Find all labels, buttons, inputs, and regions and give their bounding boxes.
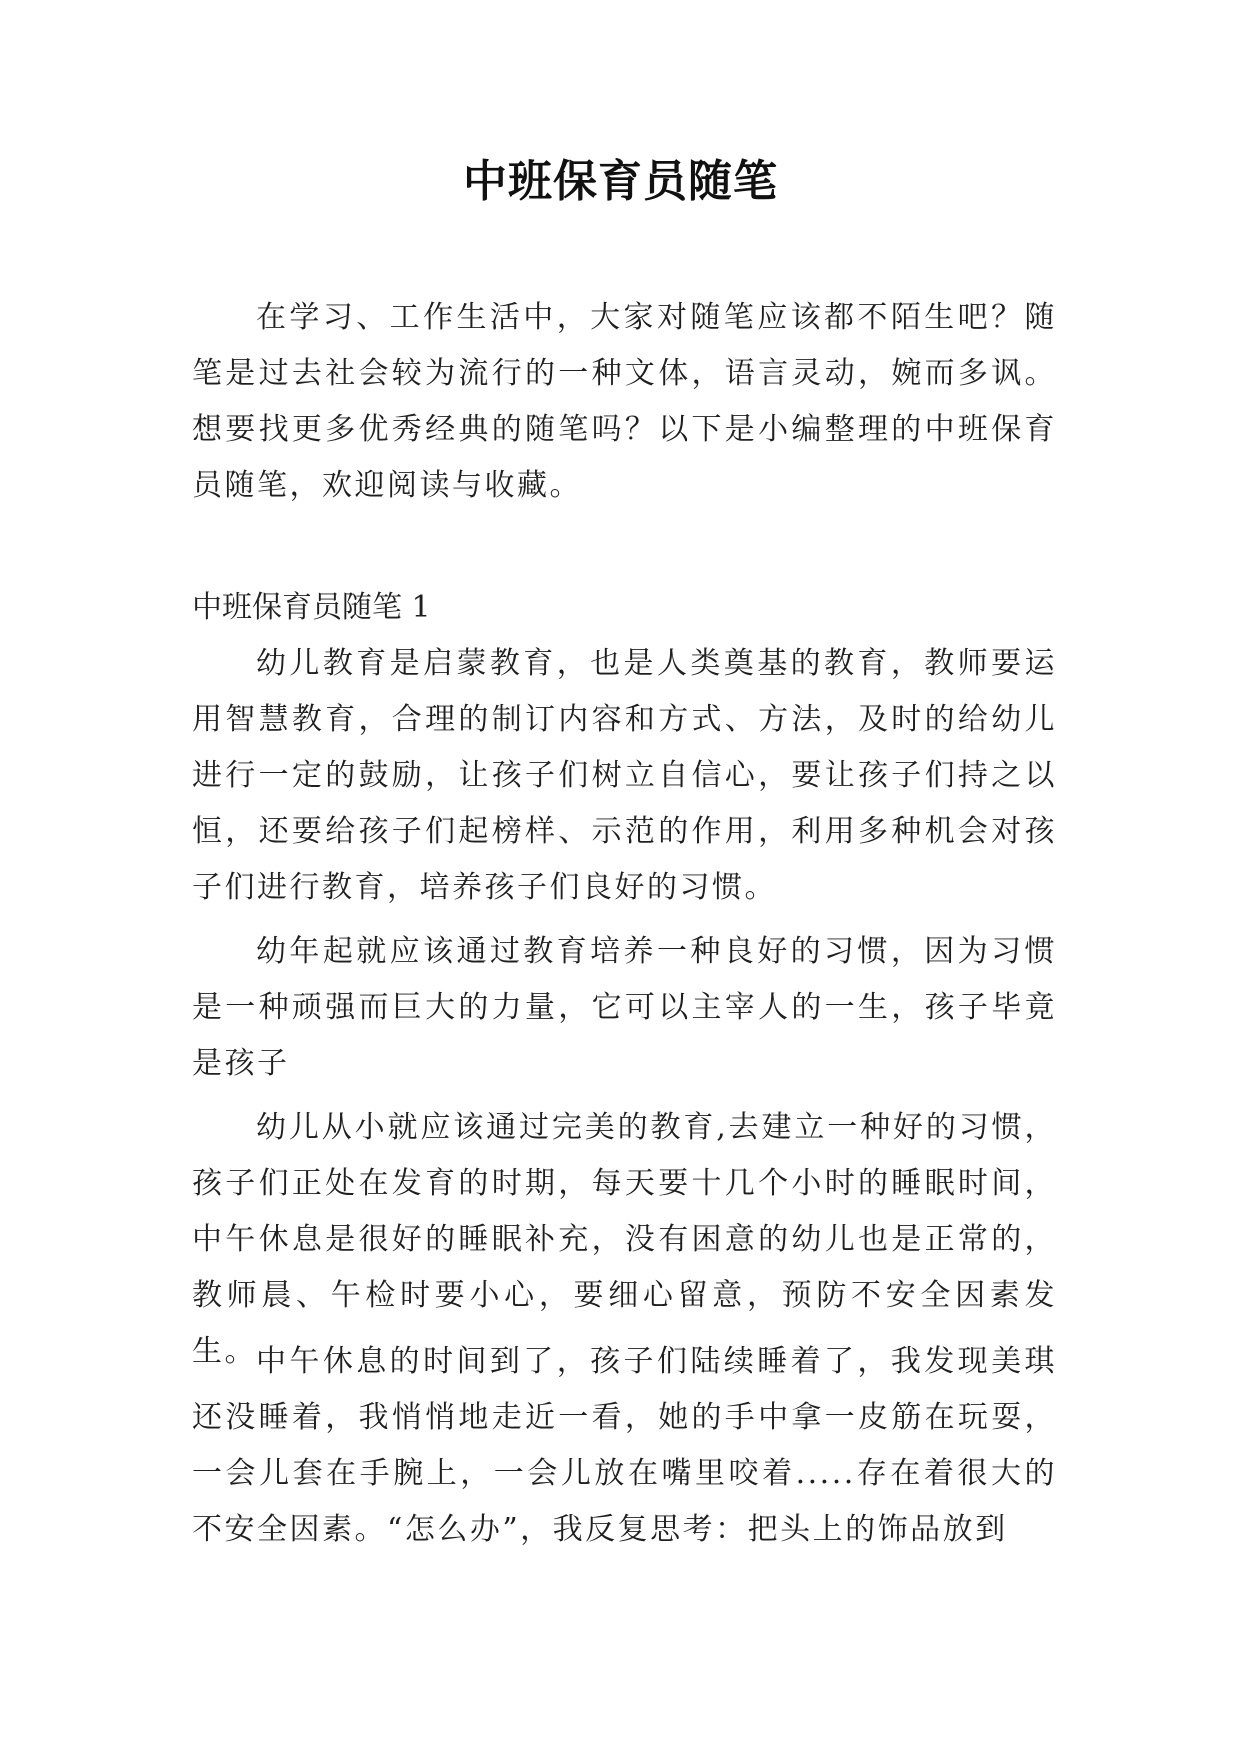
intro-paragraph: 在学习、工作生活中，大家对随笔应该都不陌生吧？随笔是过去社会较为流行的一种文体，语言灵动，婉而多讽。想要找更多优秀经典的随笔吗？以下是小编整理的中班保育员随笔，欢迎阅读与收藏。 <box>192 300 1057 503</box>
body-paragraph: 中午休息的时间到了，孩子们陆续睡着了，我发现美琪还没睡着，我悄悄地走近一看，她的手中拿一皮筋在玩耍，一会儿套在手腕上，一会儿放在嘴里咬着.....存在着很大的不安全因素。“怎么办”，我反复思考：把头上的饰品放到 <box>192 1344 1057 1547</box>
body-paragraph: 幼儿从小就应该通过完美的教育,去建立一种好的习惯，孩子们正处在发育的时期，每天要十几个小时的睡眠时间，中午休息是很好的睡眠补充，没有困意的幼儿也是正常的，教师晨、午检时要小心，要细心留意，预防不安全因素发生。 <box>192 1110 1057 1369</box>
section-heading: 中班保育员随笔 1 <box>192 590 431 625</box>
body-paragraph: 幼年起就应该通过教育培养一种良好的习惯，因为习惯是一种顽强而巨大的力量，它可以主宰人的一生，孩子毕竟是孩子 <box>192 934 1057 1081</box>
document-title: 中班保育员随笔 <box>463 156 778 207</box>
body-paragraph: 幼儿教育是启蒙教育，也是人类奠基的教育，教师要运用智慧教育，合理的制订内容和方式、方法，及时的给幼儿进行一定的鼓励，让孩子们树立自信心，要让孩子们持之以恒，还要给孩子们起榜样、示范的作用，利用多种机会对孩子们进行教育，培养孩子们良好的习惯。 <box>192 646 1057 905</box>
